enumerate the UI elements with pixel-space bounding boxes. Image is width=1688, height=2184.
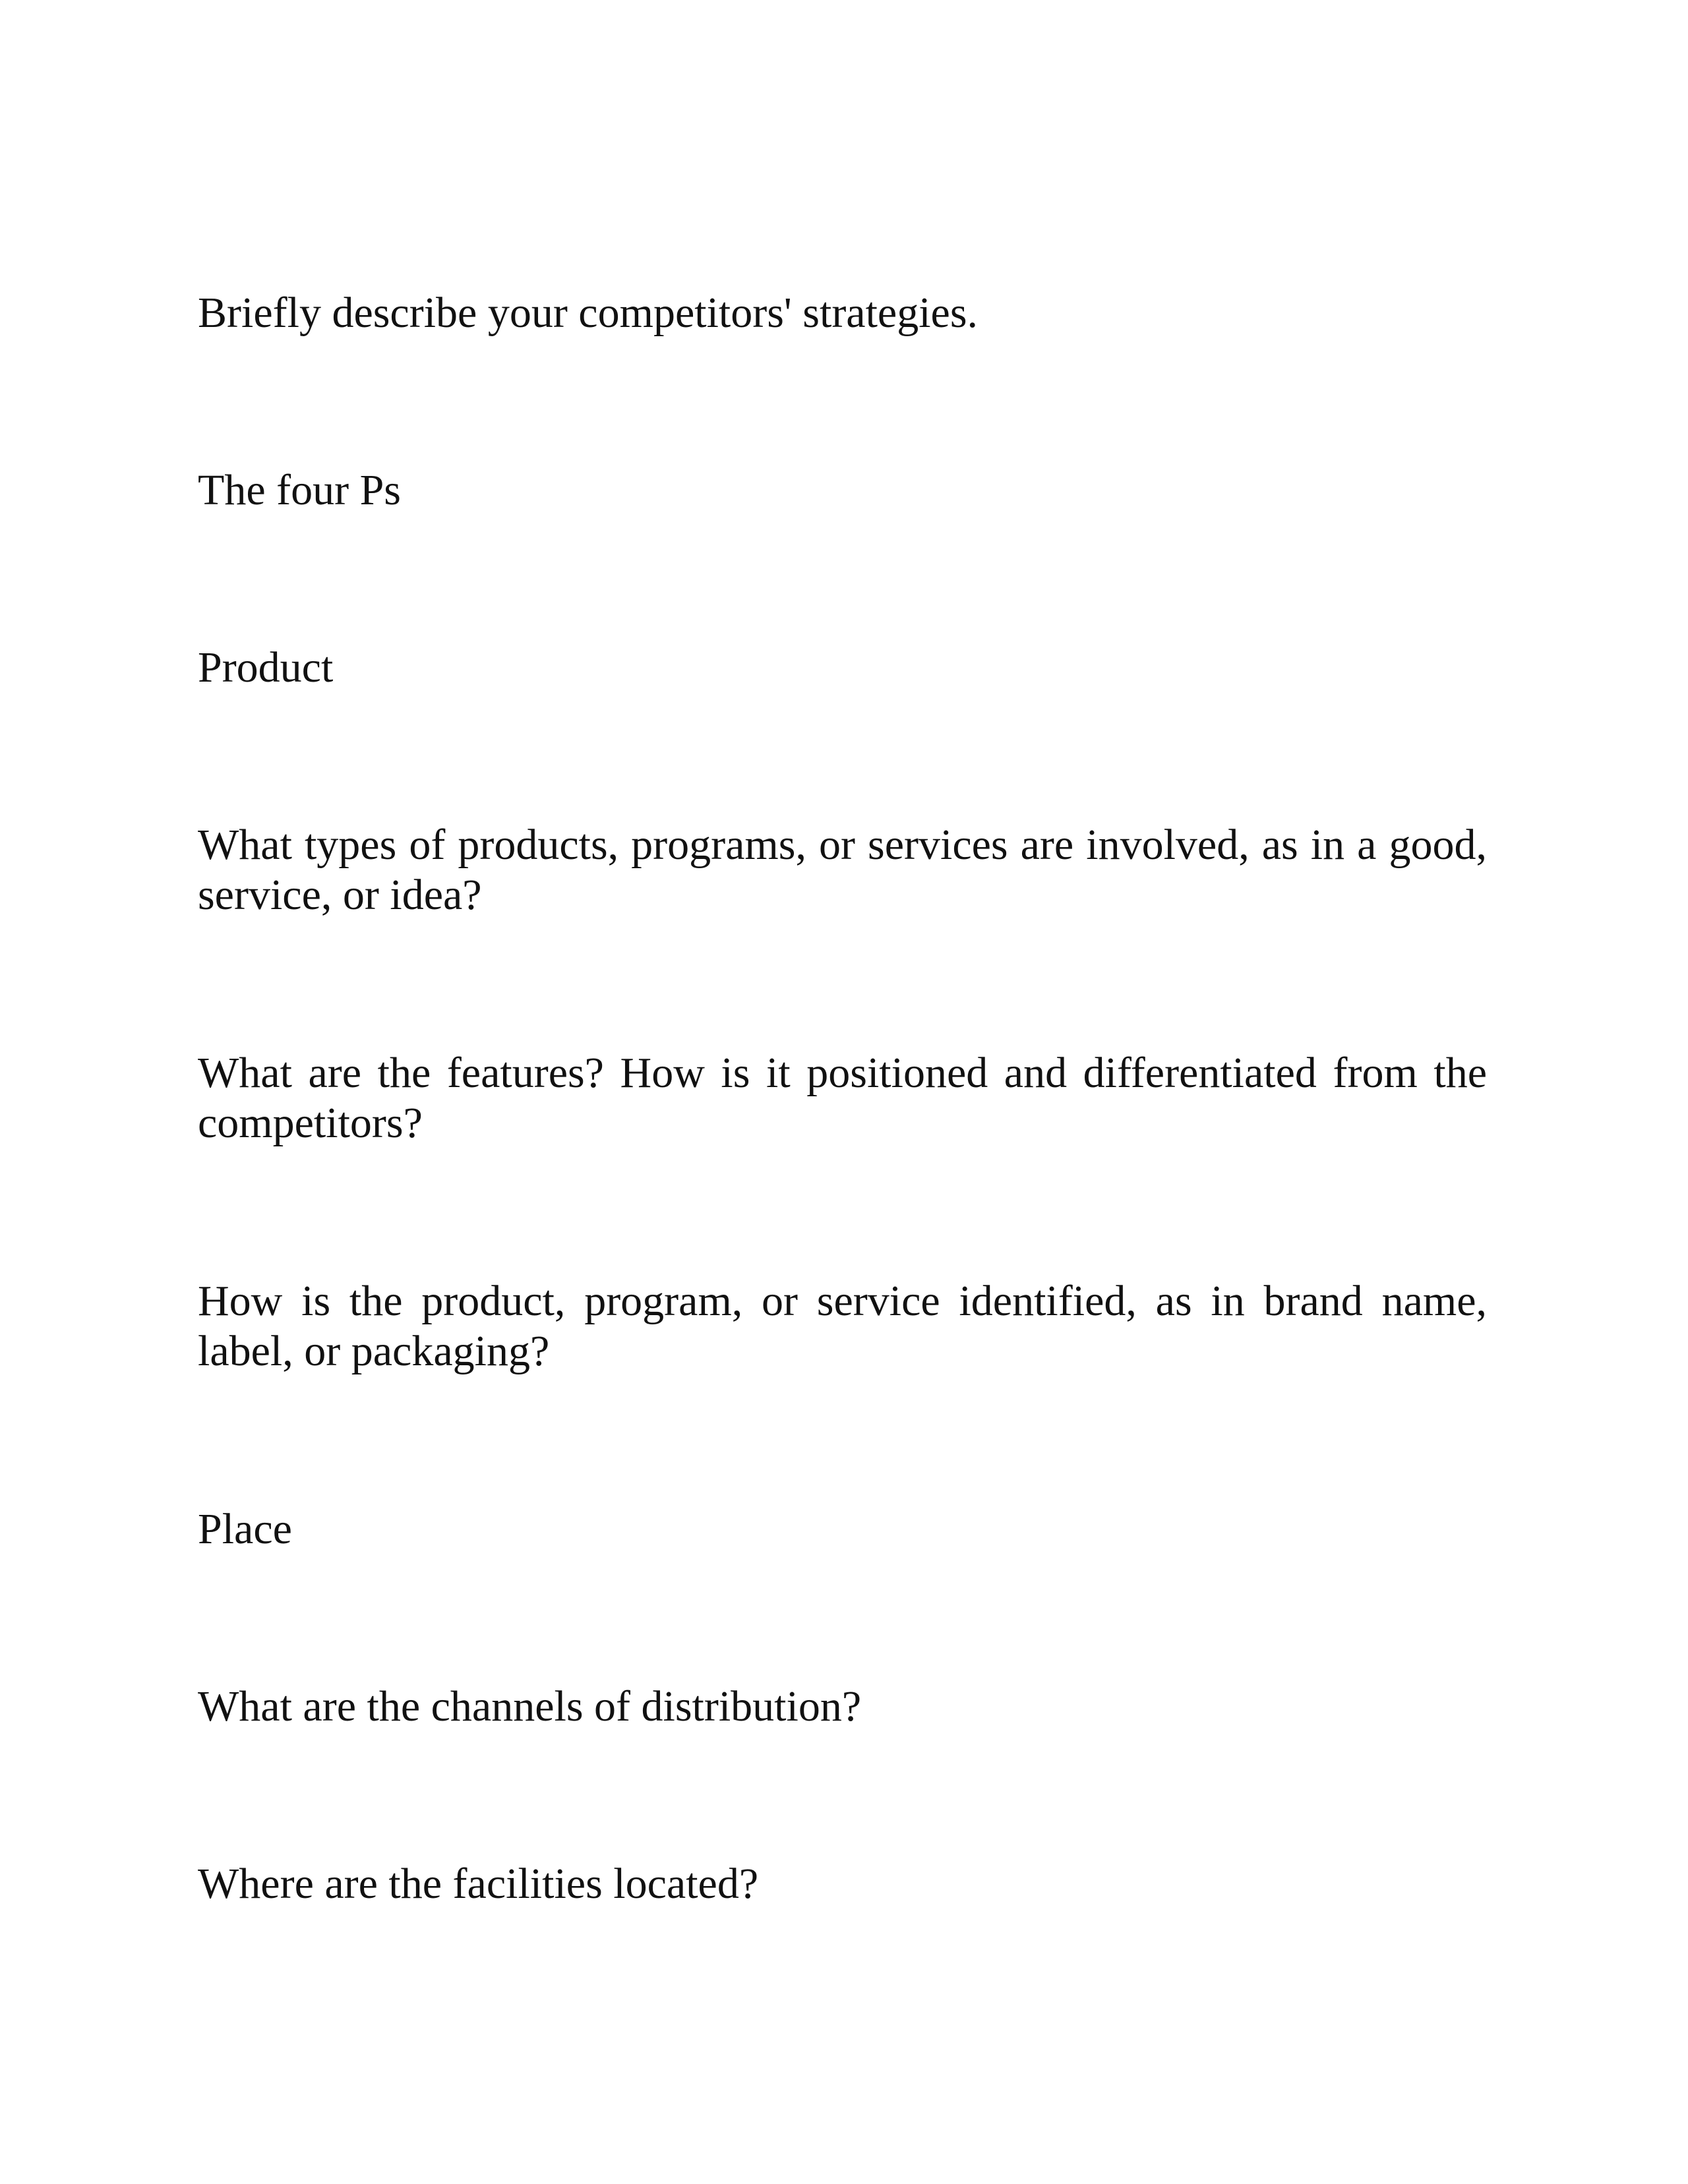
question-facility-locations: Where are the facilities located? <box>198 1860 759 1908</box>
question-distribution-channels: What are the channels of distribution? <box>198 1682 862 1730</box>
section-heading-four-ps: The four Ps <box>198 466 401 514</box>
paragraph-competitor-strategies: Briefly describe your competitors' strategies. <box>198 289 979 337</box>
question-product-types: What types of products, programs, or services are involved, as in a good, service, or idea? <box>198 821 1487 919</box>
question-product-features: What are the features? How is it positioned and differentiated from the competitors? <box>198 1049 1487 1147</box>
question-product-identification: How is the product, program, or service identified, as in brand name, label, or packaging? <box>198 1277 1487 1375</box>
section-heading-place: Place <box>198 1505 292 1553</box>
section-heading-product: Product <box>198 643 334 692</box>
